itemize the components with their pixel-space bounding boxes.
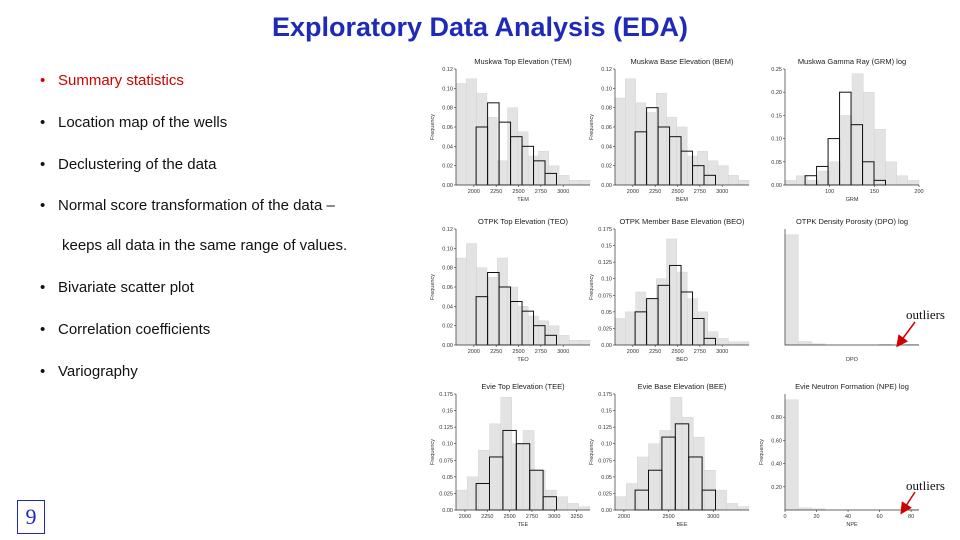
bullet-declustering: • Declustering of the data [40,156,217,173]
y-tick-label: 0.10 [601,276,612,283]
y-tick-label: 0.075 [598,458,612,465]
x-tick-label: 2750 [693,349,706,355]
y-tick-label: 0.00 [442,183,453,189]
y-tick-label: 0.00 [771,183,782,189]
chart-title: OTPK Density Porosity (DPO) log [795,217,909,226]
chart-title: Muskwa Base Elevation (BEM) [630,57,734,66]
y-tick-label: 0.12 [601,67,612,73]
y-tick-label: 0.06 [442,285,453,291]
chart-title: OTPK Top Elevation (TEO) [478,217,568,226]
x-tick-label: 2000 [467,189,480,195]
y-tick-label: 0.04 [442,144,453,151]
y-tick-label: 0.08 [442,105,453,112]
y-tick-label: 0.05 [601,474,612,481]
y-tick-label: 0.075 [598,293,612,300]
bullet-bivariate-scatter: • Bivariate scatter plot [40,279,194,296]
x-tick-label: 3000 [716,349,729,355]
x-tick-label: 3000 [548,514,561,520]
x-tick-label: 2500 [671,349,684,355]
y-tick-label: 0.125 [598,425,612,432]
x-axis-label: TEM [517,197,529,203]
x-tick-label: 2500 [512,349,525,355]
y-axis-label: Frequency [430,114,436,140]
y-tick-label: 0.00 [442,508,453,514]
y-tick-label: 0.25 [771,67,782,73]
y-tick-label: 0.10 [442,246,453,253]
y-tick-label: 0.02 [442,163,453,170]
x-axis-label: TEE [517,522,529,528]
x-tick-label: 3000 [707,514,720,520]
outlier-arrow-1 [898,322,915,345]
y-tick-label: 0.05 [442,474,453,481]
bullet-location-map: • Location map of the wells [40,114,228,131]
x-tick-label: 3000 [716,189,729,195]
y-tick-label: 0.05 [771,159,782,166]
x-tick-label: 40 [844,514,852,520]
x-tick-label: 2000 [458,514,472,520]
slide-title: Exploratory Data Analysis (EDA) [271,12,689,42]
y-tick-label: 0.025 [598,326,612,333]
x-tick-label: 2250 [649,349,662,355]
x-axis-label: BEE [676,522,688,528]
y-axis-label: Frequency [759,439,765,465]
bullet-summary-statistics: • Summary statistics [40,72,184,89]
x-axis-label: DPO [846,357,858,363]
y-tick-label: 0.125 [439,425,453,432]
y-axis-label: Frequency [430,439,436,465]
y-tick-label: 0.80 [771,415,782,422]
y-tick-label: 0.10 [601,86,612,93]
x-axis-label: BEM [676,197,688,203]
y-tick-label: 0.40 [771,461,782,468]
y-tick-label: 0.10 [442,86,453,93]
x-axis-label: GRM [845,197,859,203]
x-tick-label: 2750 [525,514,539,520]
chart-title: Evie Base Elevation (BEE) [637,382,727,391]
x-tick-label: 2000 [467,349,480,355]
y-axis-label: Frequency [589,274,595,300]
x-tick-label: 100 [825,189,835,195]
y-tick-label: 0.075 [439,458,453,465]
x-tick-label: 60 [876,514,883,520]
x-axis-label: NPE [846,522,858,528]
y-tick-label: 0.06 [442,125,453,131]
outliers-label-1: outliers [906,307,945,322]
x-tick-label: 2750 [693,189,706,195]
y-tick-label: 0.00 [601,508,612,514]
y-tick-label: 0.00 [442,343,453,349]
y-tick-label: 0.60 [771,438,782,445]
y-tick-label: 0.15 [601,408,612,415]
y-tick-label: 0.15 [601,243,612,250]
x-tick-label: 2000 [626,349,639,355]
y-tick-label: 0.05 [601,309,612,316]
y-tick-label: 0.02 [442,323,453,330]
y-tick-label: 0.025 [598,491,612,498]
chart-title: Evie Neutron Formation (NPE) log [795,382,909,391]
x-tick-label: 20 [813,514,820,520]
y-tick-label: 0.15 [771,113,782,120]
chart-title: OTPK Member Base Elevation (BEO) [619,217,745,226]
y-tick-label: 0.12 [442,227,453,233]
x-tick-label: 2500 [503,514,516,520]
y-axis-label: Frequency [589,114,595,140]
y-tick-label: 0.12 [442,67,453,73]
x-tick-label: 2500 [512,189,525,195]
y-tick-label: 0.08 [442,265,453,272]
y-tick-label: 0.04 [442,304,453,311]
x-tick-label: 2250 [490,189,503,195]
x-tick-label: 150 [869,189,879,195]
outliers-label-2: outliers [906,478,945,493]
y-tick-label: 0.02 [601,163,612,170]
chart-title: Muskwa Top Elevation (TEM) [474,57,572,66]
x-tick-label: 2250 [649,189,662,195]
y-tick-label: 0.20 [771,484,782,491]
bullet-variography: • Variography [40,363,138,380]
y-tick-label: 0.125 [598,260,612,267]
x-tick-label: 2000 [617,514,631,520]
y-tick-label: 0.00 [601,343,612,349]
y-tick-label: 0.175 [598,227,612,233]
x-tick-label: 2500 [662,514,675,520]
chart-title: Evie Top Elevation (TEE) [481,382,565,391]
x-tick-label: 2750 [534,349,547,355]
x-tick-label: 3000 [557,189,570,195]
x-tick-label: 2250 [490,349,503,355]
x-tick-label: 2750 [534,189,547,195]
chart-title: Muskwa Gamma Ray (GRM) log [797,57,907,66]
y-tick-label: 0.04 [601,144,612,151]
x-axis-label: BEO [676,357,688,363]
y-tick-label: 0.10 [771,136,782,143]
y-tick-label: 0.00 [601,183,612,189]
x-tick-label: 2000 [626,189,639,195]
bullet-continuation: keeps all data in the same range of values. [62,237,348,254]
y-axis-label: Frequency [589,439,595,465]
x-tick-label: 3000 [557,349,570,355]
bullet-correlation: • Correlation coefficients [40,321,211,338]
x-tick-label: 3250 [570,514,583,520]
x-tick-label: 80 [908,514,915,520]
y-tick-label: 0.06 [601,125,612,131]
y-tick-label: 0.175 [598,392,612,398]
x-axis-label: TEO [517,357,529,363]
slide-number: 9 [17,500,45,534]
bullet-normal-score: • Normal score transformation of the data – [40,197,335,214]
y-tick-label: 0.20 [771,90,782,97]
y-axis-label: Frequency [430,274,436,300]
x-tick-label: 200 [914,189,924,195]
y-tick-label: 0.175 [439,392,453,398]
x-tick-label: 0 [783,514,787,520]
y-tick-label: 0.10 [442,441,453,448]
x-tick-label: 2500 [671,189,684,195]
y-tick-label: 0.025 [439,491,453,498]
y-tick-label: 0.08 [601,105,612,112]
y-tick-label: 0.15 [442,408,453,415]
x-tick-label: 2250 [481,514,494,520]
outlier-arrow-2 [902,492,915,512]
y-tick-label: 0.10 [601,441,612,448]
